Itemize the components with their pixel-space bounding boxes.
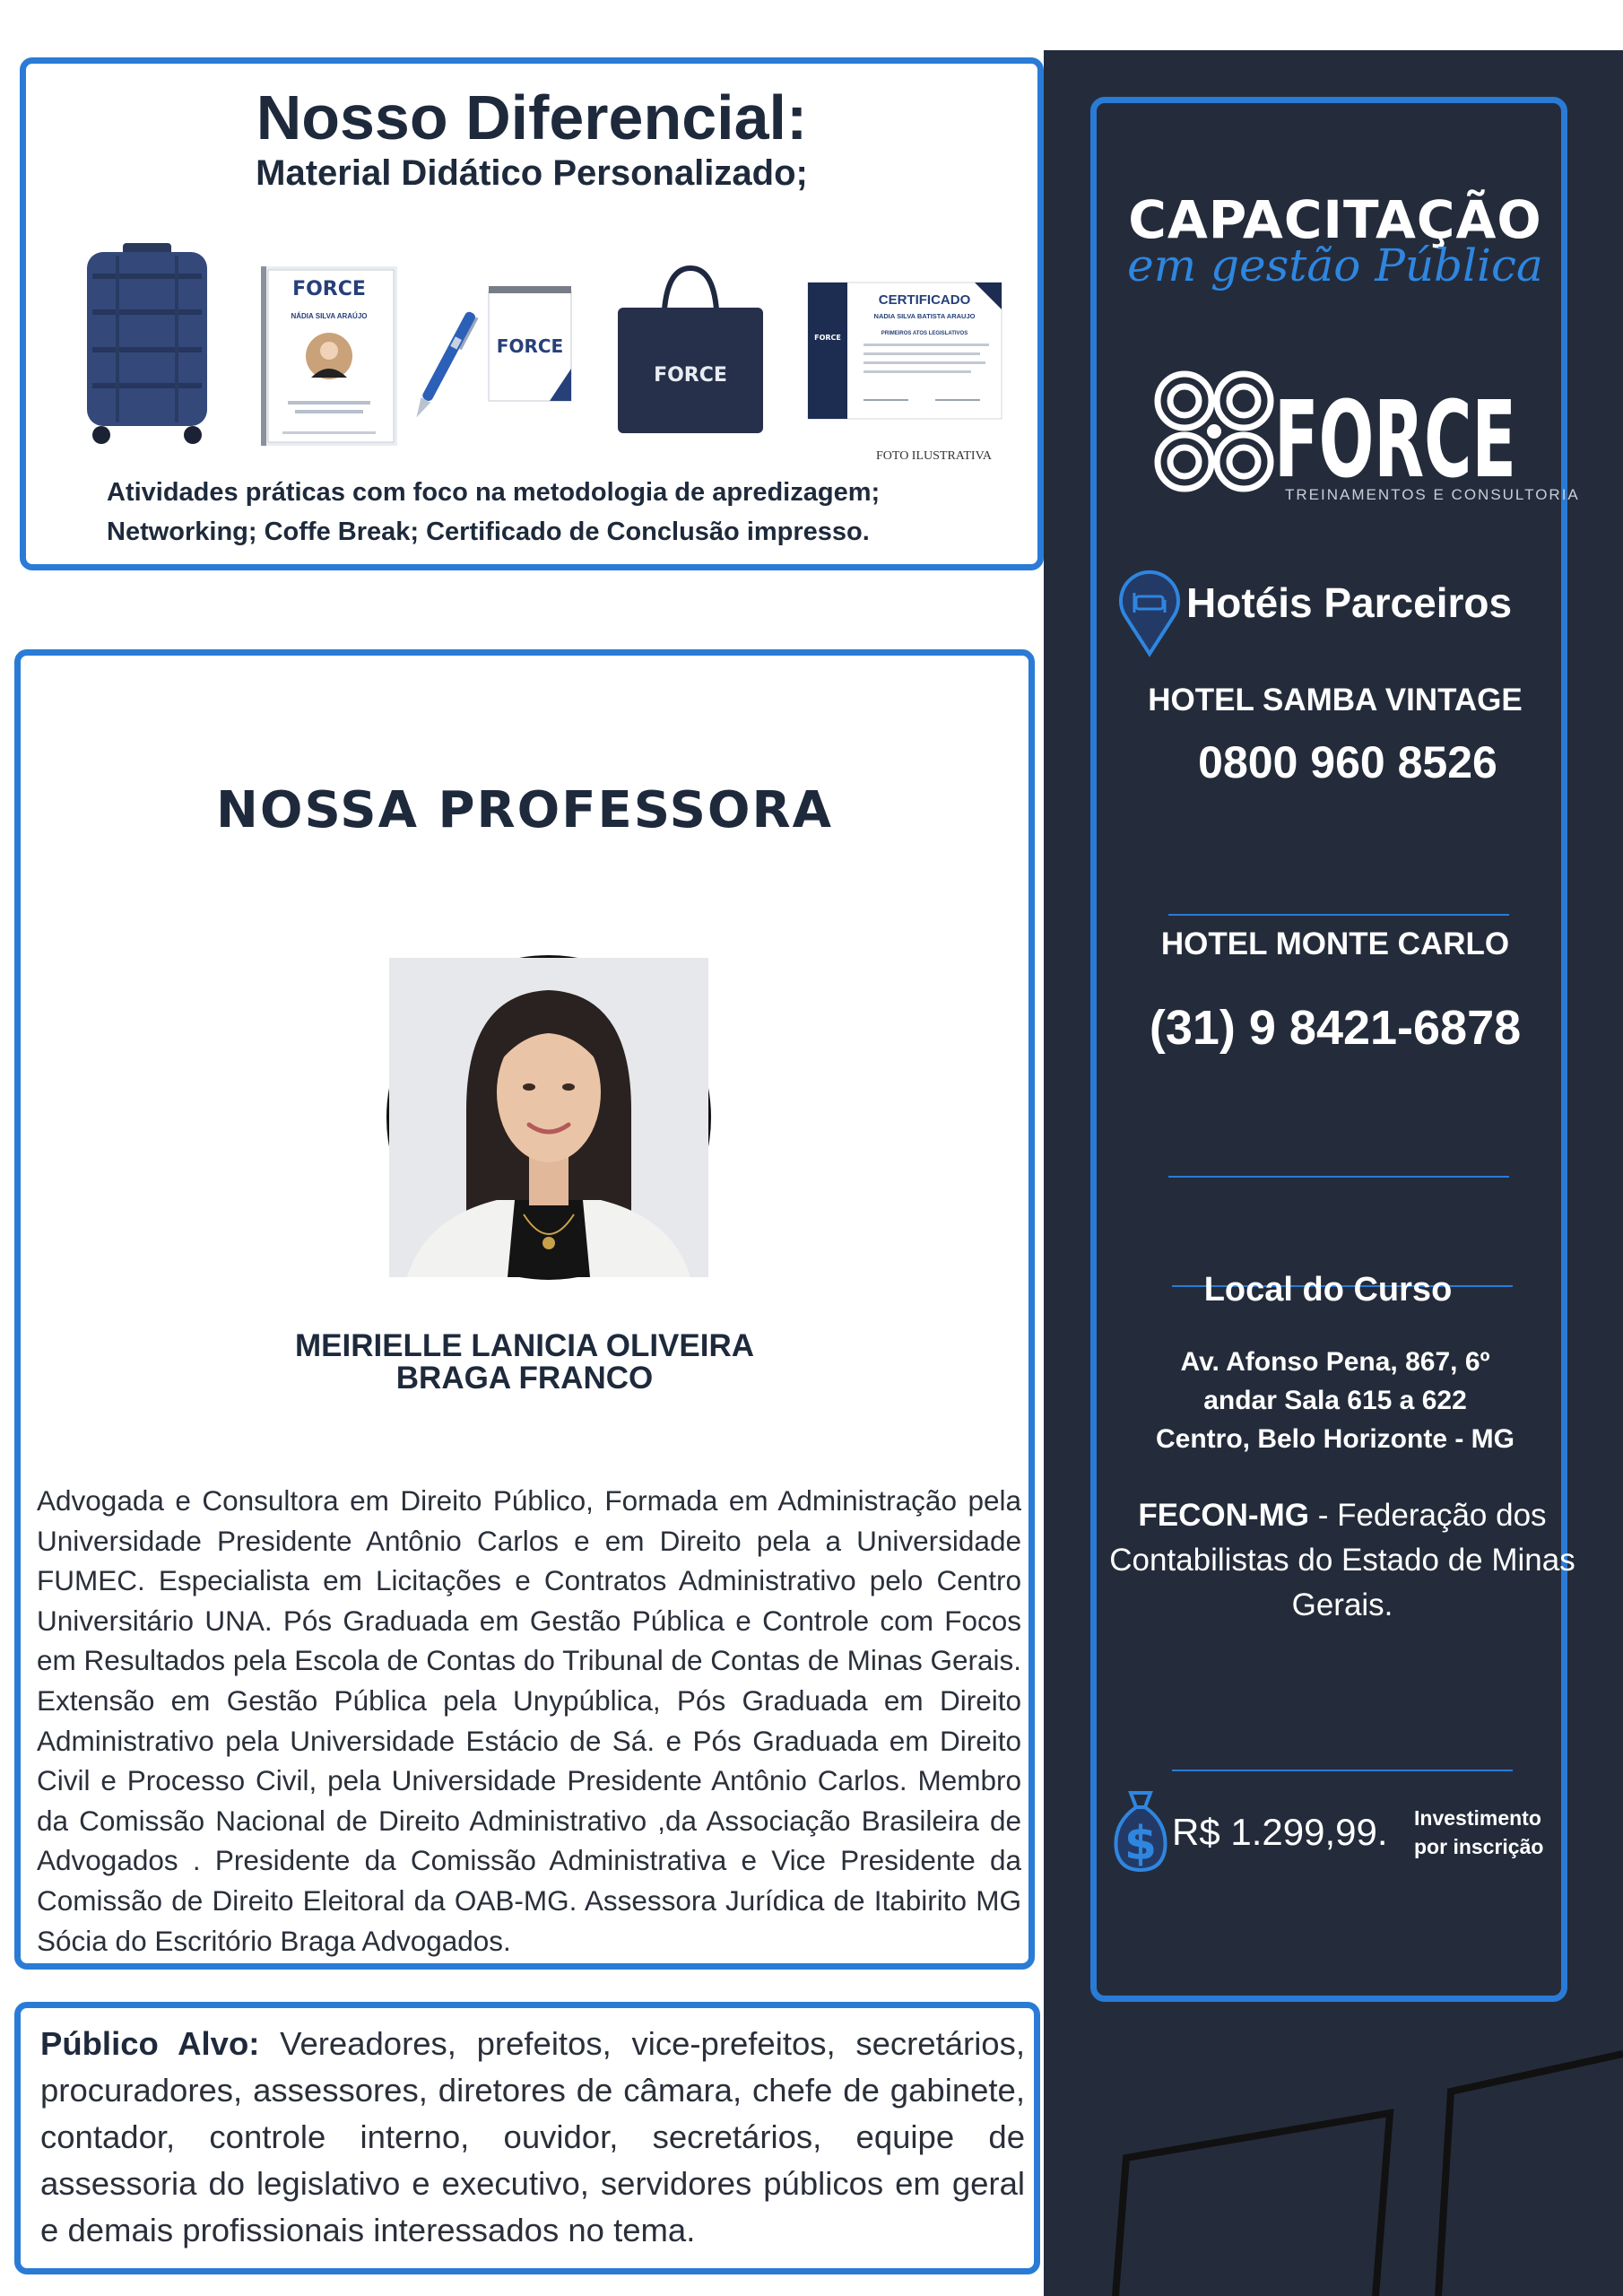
sidebar-panel bbox=[1044, 50, 1623, 2296]
publico-section bbox=[14, 2002, 1040, 2274]
divider bbox=[1168, 914, 1509, 916]
hotel-2-phone: (31) 9 8421-6878 bbox=[1149, 1001, 1522, 1055]
certificate-title: CERTIFICADO bbox=[878, 292, 971, 308]
venue-desc: - Federação dos Contabilistas do Estado de Minas Gerais. bbox=[1109, 1498, 1575, 1622]
professor-name bbox=[21, 1330, 1028, 1395]
hotel-1-phone: 0800 960 8526 bbox=[1198, 737, 1497, 787]
notebook-student-name: NÁDIA SILVA ARAÚJO bbox=[291, 312, 368, 320]
address-line3: Centro, Belo Horizonte - MG bbox=[1156, 1424, 1515, 1454]
course-subtitle: em gestão Pública bbox=[1127, 239, 1543, 291]
diferencial-section bbox=[20, 57, 1044, 570]
illustrative-caption: FOTO ILUSTRATIVA bbox=[876, 449, 992, 463]
diferencial-subtitle: Material Didático Personalizado; bbox=[256, 153, 808, 193]
publico-description: Vereadores, prefeitos, vice-prefeitos, secretários, procuradores, assessores, diretores de câmara, chefe de gabinete, contador, controle interno, ouvidor, secretários, equipe de assessoria do legislativo e executivo, servidores públicos em geral e demais profissionais interessados no tema. bbox=[40, 2025, 1025, 2248]
publico-label: Público Alvo: bbox=[40, 2025, 260, 2062]
decorative-lines-icon bbox=[1044, 1979, 1623, 2296]
hotels-label: Hotéis Parceiros bbox=[1186, 579, 1513, 626]
professor-portrait-icon bbox=[389, 958, 708, 1277]
notepad-brand: FORCE bbox=[496, 335, 564, 357]
venue-description bbox=[1109, 1493, 1575, 1628]
diferencial-description: Atividades práticas com foco na metodologia de apredizagem; Networking; Coffe Break; Certificado de Conclusão impresso. bbox=[107, 478, 881, 546]
bag-brand: FORCE bbox=[654, 364, 727, 387]
divider bbox=[1168, 1176, 1509, 1178]
diferencial-title: Nosso Diferencial: bbox=[256, 83, 808, 152]
venue-name: FECON-MG bbox=[1138, 1498, 1309, 1533]
professora-section bbox=[14, 649, 1035, 1970]
hotel-1-name: HOTEL SAMBA VINTAGE bbox=[1148, 683, 1523, 718]
price-value: R$ 1.299,99. bbox=[1172, 1811, 1388, 1853]
certificate-subject: PRIMEIROS ATOS LEGISLATIVOS bbox=[881, 331, 968, 336]
notebook-brand: FORCE bbox=[292, 278, 366, 300]
force-logo-text: FORCE bbox=[1274, 378, 1516, 501]
notepad-icon bbox=[487, 286, 573, 403]
professor-name-line2: BRAGA FRANCO bbox=[395, 1361, 654, 1396]
professor-bio: Advogada e Consultora em Direito Público, Formada em Administração pela Universidade Presidente Antônio Carlos e em Direito pela a Universidade FUMEC. Especialista em Licitações e Contratos Administrativo pelo Centro Universitário UNA. Pós Graduada em Gestão Pública e Controle com Focos em Resultados pela Escola de Contas do Tribunal de Contas de Minas Gerais. Extensão em Gestão Pública pela Unypública, Pós Graduada em Direito Administrativo pela Universidade Estácio de Sá. e Pós Graduada em Direito Civil e Processo Civil, pela Universidade Presidente Antônio Carlos. Membro da Comissão Nacional de Direito Administrativo ,da Associação Brasileira de Advogados . Presidente da Comissão Administrativa e Vice Presidente da Comissão de Direito Eleitoral da OAB-MG. Assessora Jurídica de Itabirito MG Sócia do Escritório Braga Advogados. bbox=[37, 1484, 1021, 1957]
price-label bbox=[1414, 1804, 1543, 1861]
sidebar-card bbox=[1090, 97, 1580, 2002]
publico-text bbox=[40, 2021, 1025, 2254]
bag-icon bbox=[614, 268, 767, 435]
professora-section-title: NOSSA PROFESSORA bbox=[216, 781, 833, 839]
force-logo-tagline: TREINAMENTOS E CONSULTORIA bbox=[1285, 486, 1580, 503]
certificate-icon bbox=[808, 283, 1002, 419]
money-bag-icon bbox=[1109, 1787, 1172, 1874]
luggage-icon bbox=[80, 243, 214, 446]
professor-name-line1: MEIRIELLE LANICIA OLIVEIRA bbox=[294, 1328, 755, 1363]
svg-text:$: $ bbox=[1124, 1817, 1158, 1871]
pen-icon bbox=[408, 299, 480, 433]
local-label: Local do Curso bbox=[1203, 1271, 1453, 1309]
map-pin-hotel-icon bbox=[1118, 573, 1181, 657]
address-line1: Av. Afonso Pena, 867, 6º bbox=[1180, 1347, 1490, 1377]
certificate-brand: FORCE bbox=[814, 334, 841, 342]
price-label-line1: Investimento bbox=[1414, 1806, 1541, 1830]
course-title: CAPACITAÇÃO bbox=[1128, 189, 1542, 250]
force-logo-icon bbox=[1149, 363, 1580, 510]
certificate-name: NADIA SILVA BATISTA ARAUJO bbox=[873, 312, 976, 320]
hotel-2-name: HOTEL MONTE CARLO bbox=[1160, 926, 1510, 961]
price-label-line2: por inscrição bbox=[1414, 1835, 1544, 1858]
course-address bbox=[1097, 1343, 1574, 1458]
professor-photo bbox=[386, 955, 711, 1280]
address-line2: andar Sala 615 a 622 bbox=[1203, 1386, 1467, 1415]
notebook-icon bbox=[261, 266, 397, 446]
divider bbox=[1172, 1770, 1513, 1771]
